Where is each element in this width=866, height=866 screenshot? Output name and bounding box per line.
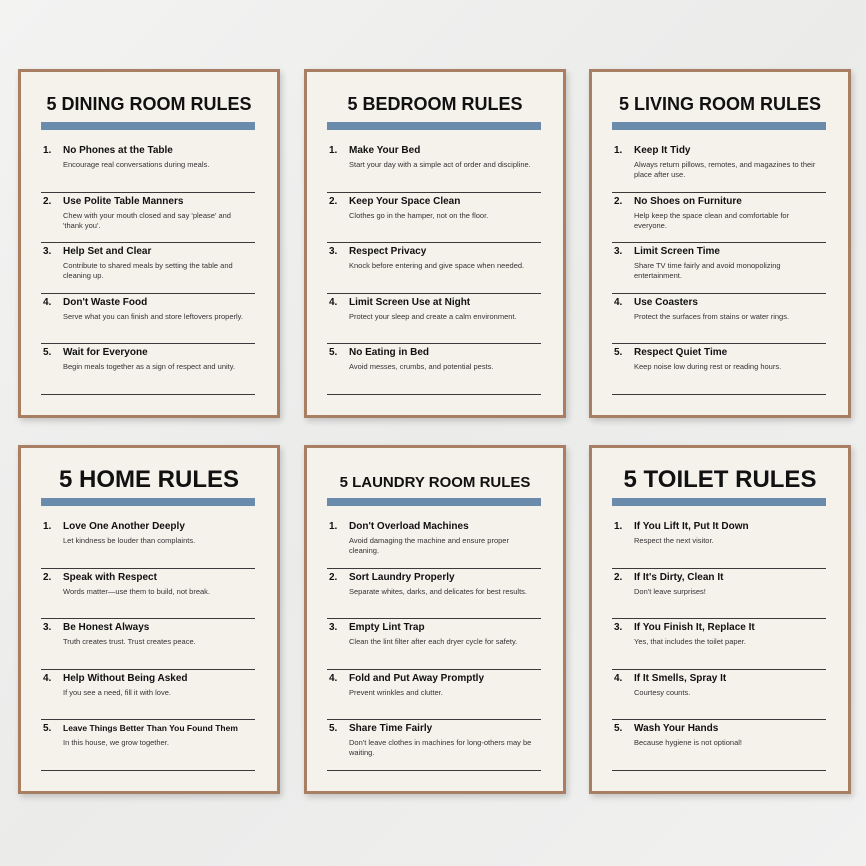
rule-title: Sort Laundry Properly xyxy=(349,571,455,583)
rule-number: 1. xyxy=(614,145,623,156)
rule-item xyxy=(327,294,541,345)
rule-title: No Phones at the Table xyxy=(63,145,173,156)
rule-item xyxy=(327,142,541,193)
rule-item xyxy=(327,243,541,294)
rule-description: Contribute to shared meals by setting the table and cleaning up. xyxy=(63,261,233,280)
rule-description: Encourage real conversations during meals. xyxy=(63,160,210,169)
rule-number: 5. xyxy=(43,347,52,358)
rule-title: Keep Your Space Clean xyxy=(349,195,461,207)
rule-description: Courtesy counts. xyxy=(634,687,691,697)
rule-description: Words matter—use them to build, not break. xyxy=(63,586,211,596)
rule-item xyxy=(612,294,826,345)
rule-item xyxy=(327,619,541,670)
rule-title: If You Lift It, Put It Down xyxy=(634,521,749,532)
rule-number: 5. xyxy=(329,347,338,358)
rule-description: In this house, we grow together. xyxy=(63,738,169,747)
rule-item xyxy=(327,518,541,569)
rule-description: Don't leave clothes in machines for long-others may be waiting. xyxy=(349,738,532,757)
accent-bar xyxy=(41,122,255,130)
rule-number: 1. xyxy=(329,145,338,156)
rule-number: 2. xyxy=(329,571,338,583)
accent-bar xyxy=(327,498,541,506)
rule-item xyxy=(41,569,255,620)
accent-bar xyxy=(41,498,255,506)
rule-number: 4. xyxy=(43,296,52,308)
rule-item xyxy=(41,518,255,569)
rule-title: If It's Dirty, Clean It xyxy=(634,571,724,583)
rule-item xyxy=(612,619,826,670)
rule-title: No Shoes on Furniture xyxy=(634,195,742,207)
rule-title: Wash Your Hands xyxy=(634,723,719,734)
rule-number: 3. xyxy=(329,622,338,633)
rule-title: Speak with Respect xyxy=(63,571,157,583)
rule-title: If You Finish It, Replace It xyxy=(634,622,755,633)
rule-number: 4. xyxy=(614,672,623,684)
rule-number: 4. xyxy=(614,296,623,308)
rule-item xyxy=(327,569,541,620)
rule-number: 5. xyxy=(614,347,623,358)
rules-list xyxy=(612,518,826,771)
rule-number: 3. xyxy=(43,246,52,257)
rule-title: Use Coasters xyxy=(634,296,698,308)
rule-description: Share TV time fairly and avoid monopolizing entertainment. xyxy=(634,261,781,280)
rule-title: Use Polite Table Manners xyxy=(63,195,184,207)
rules-list xyxy=(41,142,255,395)
poster-living-room-rules xyxy=(589,69,851,418)
rule-item xyxy=(41,344,255,395)
rule-title: Help Without Being Asked xyxy=(63,672,188,684)
rule-item xyxy=(41,619,255,670)
rule-number: 2. xyxy=(43,571,52,583)
rule-item xyxy=(612,720,826,771)
rules-list xyxy=(327,142,541,395)
rule-number: 5. xyxy=(614,723,623,734)
rule-description: If you see a need, fill it with love. xyxy=(63,687,171,697)
rule-description: Separate whites, darks, and delicates for best results. xyxy=(349,586,528,596)
rule-number: 5. xyxy=(329,723,338,734)
rule-description: Yes, that includes the toilet paper. xyxy=(634,637,746,646)
rule-description: Begin meals together as a sign of respect and unity. xyxy=(63,362,236,371)
rule-title: Limit Screen Use at Night xyxy=(349,296,471,308)
rule-number: 4. xyxy=(329,296,338,308)
poster-toilet-rules xyxy=(589,445,851,794)
rule-description: Protect your sleep and create a calm environment. xyxy=(349,311,517,321)
rule-number: 5. xyxy=(43,723,52,734)
rule-item xyxy=(612,670,826,721)
rule-number: 1. xyxy=(614,521,623,532)
rule-item xyxy=(327,720,541,771)
rule-item xyxy=(327,670,541,721)
rule-number: 3. xyxy=(614,246,623,257)
rule-number: 3. xyxy=(614,622,623,633)
rule-number: 2. xyxy=(329,195,338,207)
rule-title: Limit Screen Time xyxy=(634,246,720,257)
rule-item xyxy=(612,569,826,620)
rule-number: 2. xyxy=(614,195,623,207)
rule-item xyxy=(41,142,255,193)
rule-title: If It Smells, Spray It xyxy=(634,672,727,684)
accent-bar xyxy=(327,122,541,130)
rule-title: Love One Another Deeply xyxy=(63,521,185,532)
rule-number: 1. xyxy=(329,521,338,532)
poster-bedroom-rules xyxy=(304,69,566,418)
rules-list xyxy=(327,518,541,771)
accent-bar xyxy=(612,122,826,130)
accent-bar xyxy=(612,498,826,506)
rule-item xyxy=(41,243,255,294)
rule-title: Share Time Fairly xyxy=(349,723,433,734)
rule-description: Clothes go in the hamper, not on the floor. xyxy=(349,210,489,220)
rule-number: 2. xyxy=(43,195,52,207)
rule-description: Knock before entering and give space when needed. xyxy=(349,261,525,270)
rule-title: Don't Waste Food xyxy=(63,296,148,308)
rule-description: Truth creates trust. Trust creates peace. xyxy=(63,637,196,646)
rule-number: 1. xyxy=(43,145,52,156)
rule-description: Help keep the space clean and comfortable for everyone. xyxy=(634,210,790,230)
rule-item xyxy=(612,518,826,569)
poster-title: 5 HOME RULES xyxy=(58,466,240,493)
rule-item xyxy=(41,670,255,721)
rule-item xyxy=(41,720,255,771)
rule-title: No Eating in Bed xyxy=(349,347,429,358)
rule-description: Chew with your mouth closed and say 'please' and 'thank you'. xyxy=(63,210,231,230)
rule-title: Don't Overload Machines xyxy=(349,521,469,532)
poster-home-rules xyxy=(18,445,280,794)
rule-description: Avoid damaging the machine and ensure proper cleaning. xyxy=(349,536,509,555)
rule-title: Leave Things Better Than You Found Them xyxy=(63,723,238,733)
rule-description: Avoid messes, crumbs, and potential pests. xyxy=(349,362,494,371)
rule-item xyxy=(41,193,255,244)
rule-item xyxy=(612,243,826,294)
poster-dining-room-rules xyxy=(18,69,280,418)
rules-list xyxy=(41,518,255,771)
rules-list xyxy=(612,142,826,395)
rule-description: Respect the next visitor. xyxy=(634,536,714,545)
rule-item xyxy=(612,193,826,244)
rule-description: Start your day with a simple act of order and discipline. xyxy=(349,160,531,169)
rule-description: Clean the lint filter after each dryer cycle for safety. xyxy=(349,637,518,646)
rule-item xyxy=(327,344,541,395)
poster-title: 5 TOILET RULES xyxy=(623,466,817,493)
poster-title: 5 LAUNDRY ROOM RULES xyxy=(339,474,531,491)
rule-title: Help Set and Clear xyxy=(63,246,152,257)
rule-title: Respect Privacy xyxy=(349,246,427,257)
rule-number: 3. xyxy=(43,622,52,633)
rule-item xyxy=(612,344,826,395)
rule-title: Empty Lint Trap xyxy=(349,622,425,633)
rule-description: Let kindness be louder than complaints. xyxy=(63,536,196,545)
rule-description: Keep noise low during rest or reading hours. xyxy=(634,362,782,371)
rule-description: Don't leave surprises! xyxy=(634,586,706,596)
rule-description: Always return pillows, remotes, and magazines to their place after use. xyxy=(634,160,816,179)
rule-number: 3. xyxy=(329,246,338,257)
poster-title: 5 BEDROOM RULES xyxy=(347,94,523,114)
poster-laundry-room-rules xyxy=(304,445,566,794)
rule-title: Respect Quiet Time xyxy=(634,347,728,358)
rule-title: Keep It Tidy xyxy=(634,145,691,156)
rule-title: Fold and Put Away Promptly xyxy=(349,672,485,684)
rule-title: Wait for Everyone xyxy=(63,347,148,358)
rule-item xyxy=(41,294,255,345)
rule-item xyxy=(612,142,826,193)
rule-description: Prevent wrinkles and clutter. xyxy=(349,687,443,697)
rule-title: Be Honest Always xyxy=(63,622,150,633)
rule-item xyxy=(327,193,541,244)
rule-number: 4. xyxy=(329,672,338,684)
rule-description: Protect the surfaces from stains or water rings. xyxy=(634,311,790,321)
rule-description: Because hygiene is not optional! xyxy=(634,738,742,747)
rule-number: 1. xyxy=(43,521,52,532)
rule-title: Make Your Bed xyxy=(349,145,421,156)
rule-number: 4. xyxy=(43,672,52,684)
poster-title: 5 DINING ROOM RULES xyxy=(46,94,252,114)
rule-number: 2. xyxy=(614,571,623,583)
poster-title: 5 LIVING ROOM RULES xyxy=(618,94,822,114)
rule-description: Serve what you can finish and store leftovers properly. xyxy=(63,311,243,321)
